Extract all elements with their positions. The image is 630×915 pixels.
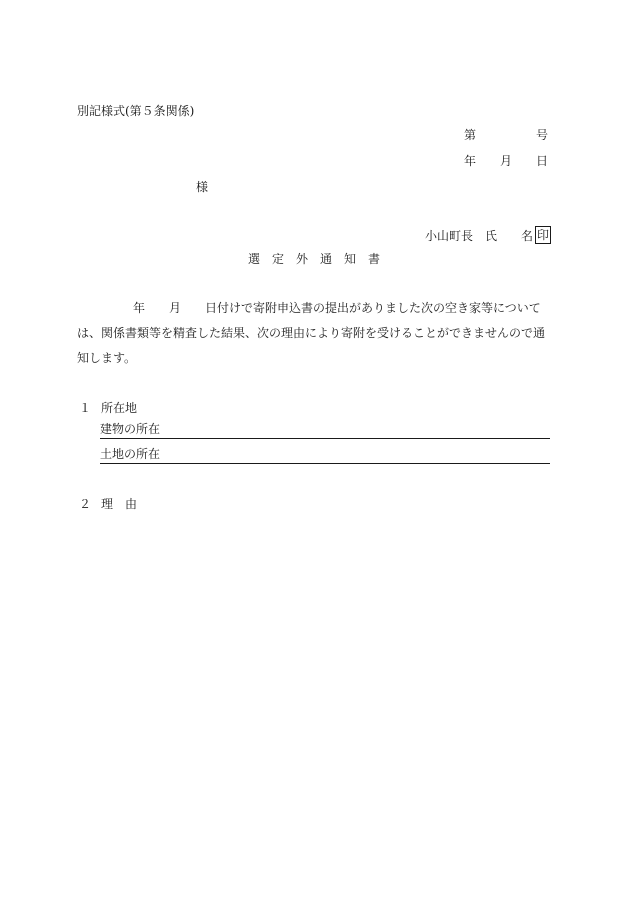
seal-stamp: 印 [536, 228, 549, 242]
building-location-label: 建物の所在 [100, 422, 161, 436]
land-location-field[interactable] [100, 446, 550, 464]
document-number: 第 号 [463, 128, 548, 142]
section1-number: １ [79, 401, 92, 415]
form-label: 別記様式(第５条関係) [77, 104, 195, 118]
section2-heading [79, 495, 137, 512]
section1-title: 所在地 [101, 401, 138, 415]
body-date-lead: 年 月 [133, 301, 206, 315]
section1-heading [79, 399, 137, 416]
building-location-field[interactable] [100, 421, 550, 439]
recipient-honorific: 様 [196, 180, 209, 194]
section2-number: ２ [79, 497, 92, 511]
body-text: 日付けで寄附申込書の提出がありました次の空き家等については、関係書類等を精査した結果、次の理由により寄附を受けることができませんので通知します。 [77, 301, 546, 365]
document-title: 選 定 外 通 知 書 [248, 252, 381, 266]
sender-name: 小山町長 氏 名 [424, 228, 533, 243]
document-date: 年 月 日 [463, 154, 548, 168]
sender-block [425, 226, 551, 244]
land-location-label: 土地の所在 [100, 447, 161, 461]
section2-title: 理 由 [101, 497, 138, 511]
notice-body [77, 296, 553, 371]
